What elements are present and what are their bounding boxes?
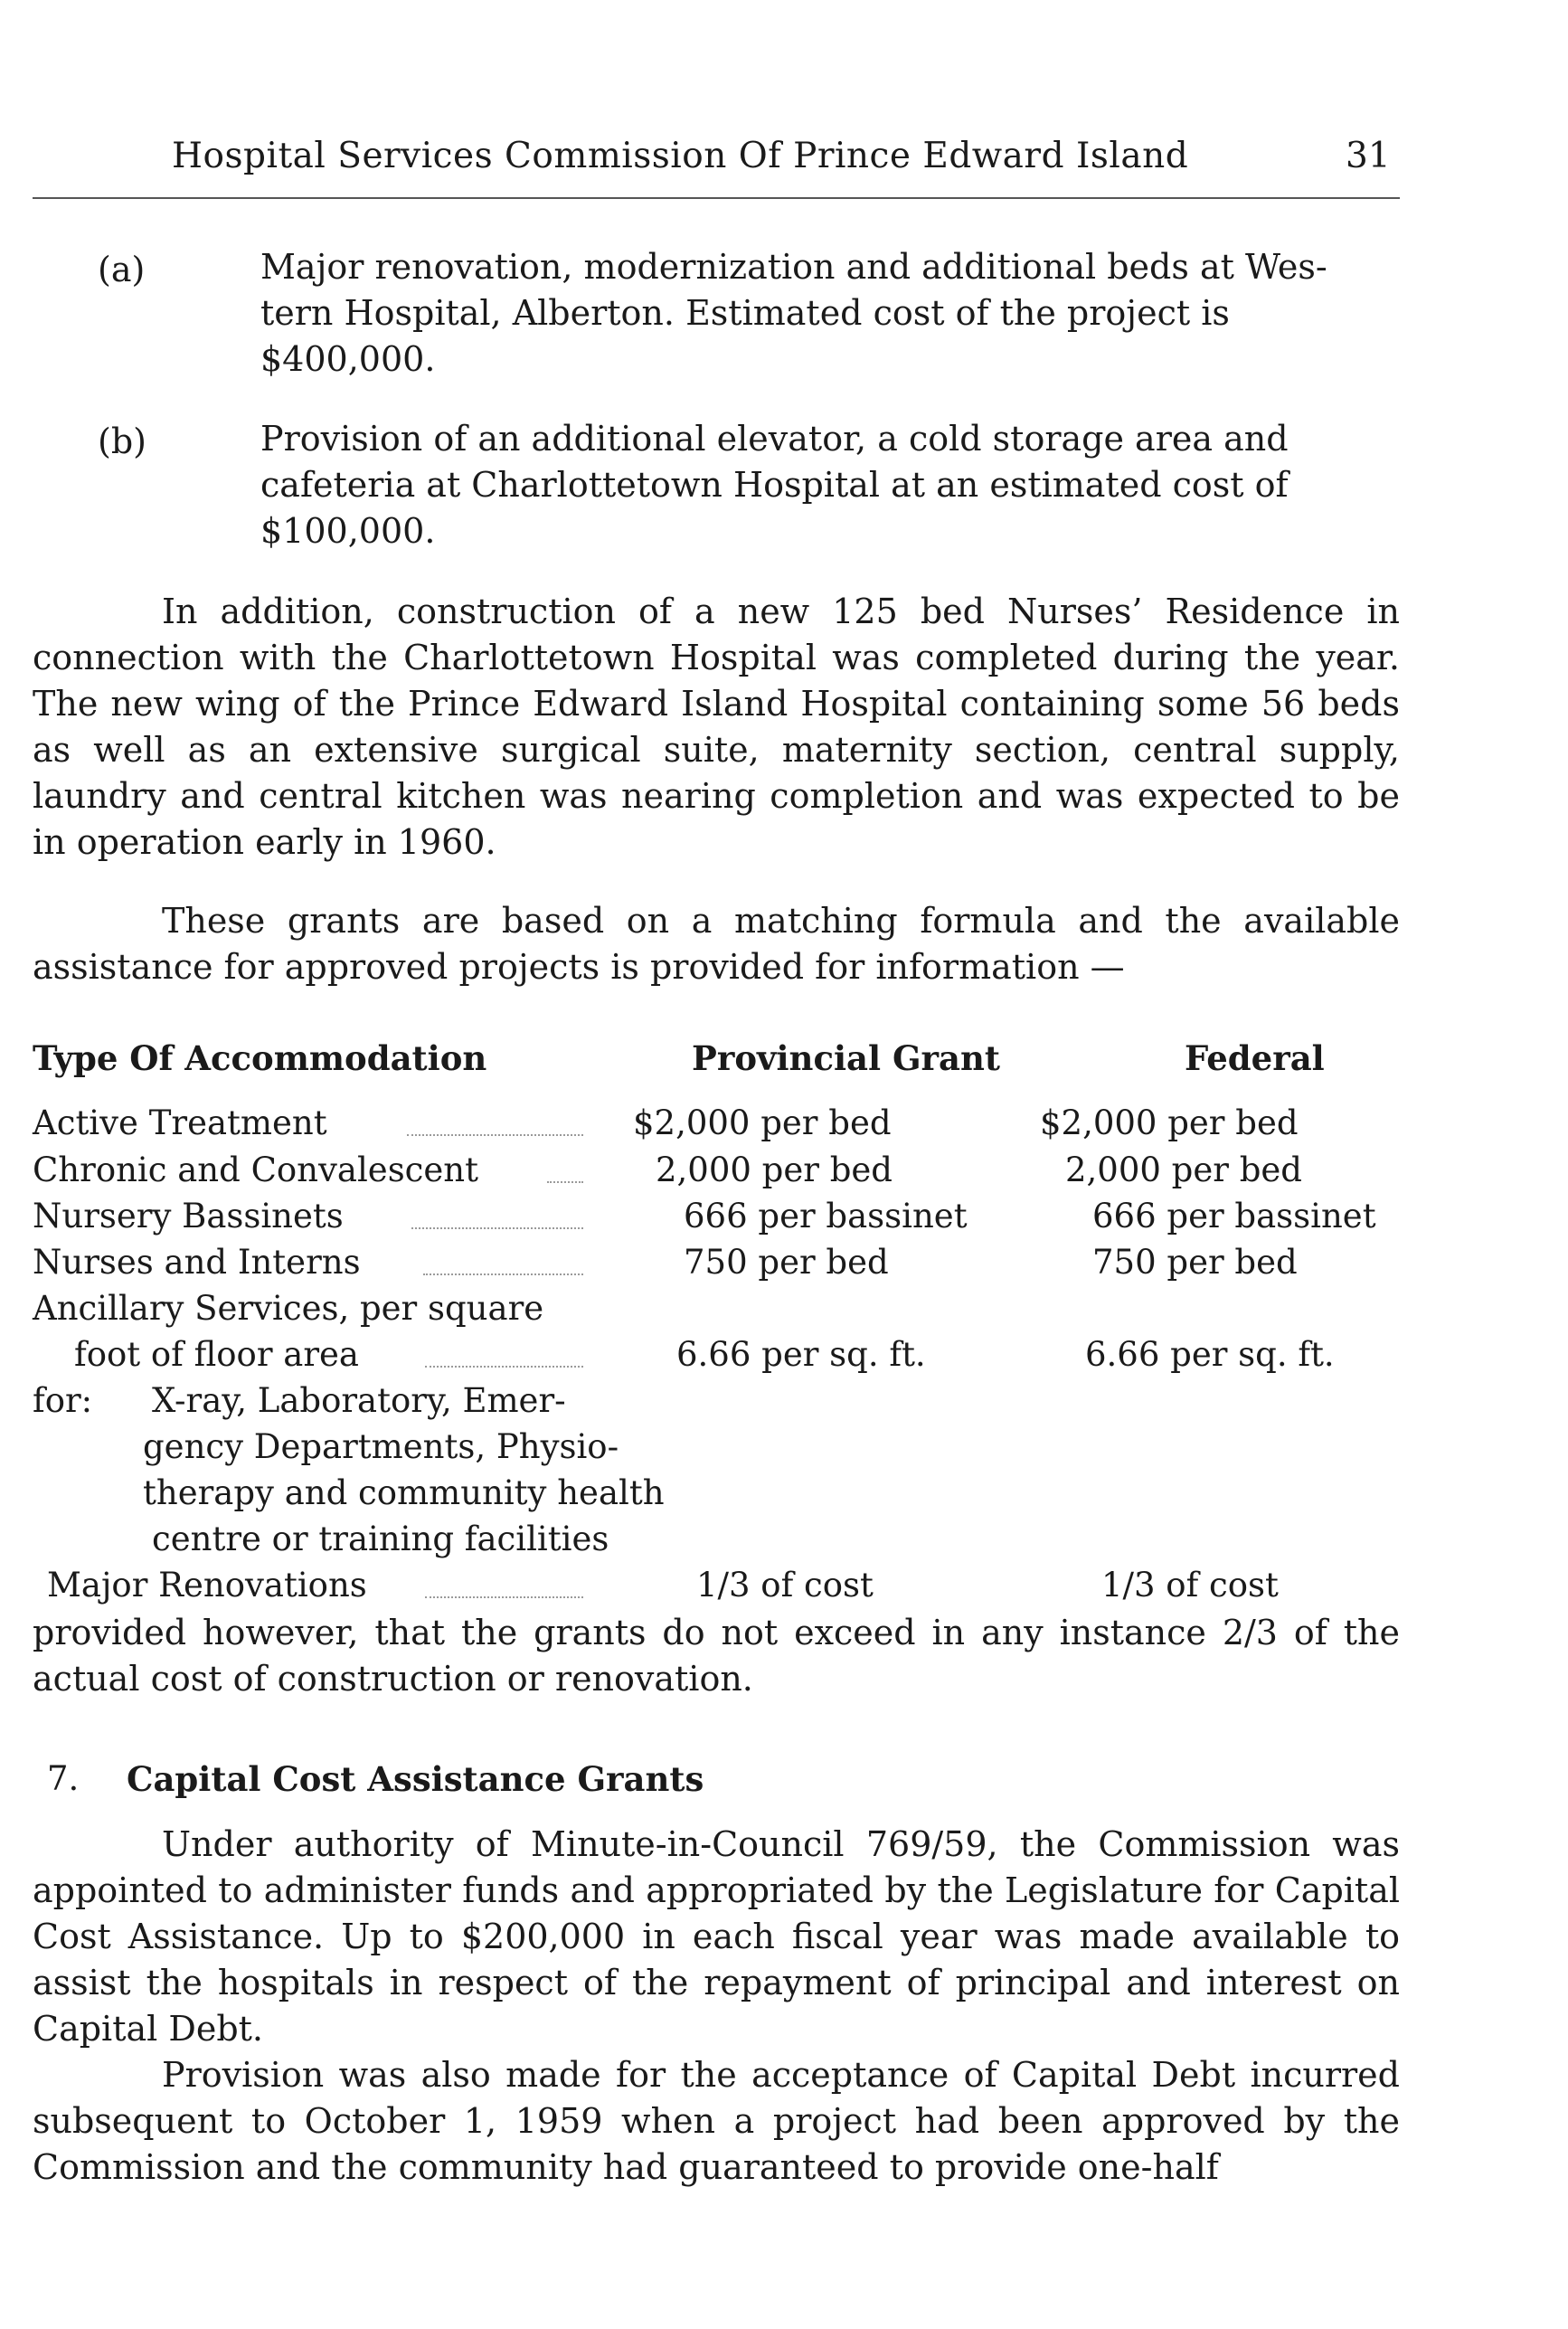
- for-line: centre or training facilities: [152, 1520, 609, 1558]
- table-major-label: Major Renovations: [47, 1566, 367, 1605]
- item-a-label: (a): [98, 250, 146, 289]
- table-row-provincial: 750 per bed: [684, 1243, 889, 1282]
- table-row-provincial: 2,000 per bed: [656, 1150, 893, 1189]
- paragraph-addition: In addition, construction of a new 125 bed Nurses’ Residence in connection with the Charlottetown Hospital was completed during the year. The new wing of the Prince Edward Island Hospital containing some 56 beds as well as an extensive surgical suite, maternity section, central supply, laundry and central kitchen was nearing completion and was expected to be in operation early in 1960.: [33, 592, 1400, 862]
- table-row-federal: 750 per bed: [1092, 1243, 1298, 1282]
- section-title: Capital Cost Assistance Grants: [127, 1759, 704, 1799]
- table-ancillary-label: Ancillary Services, per square: [33, 1289, 544, 1328]
- dot-leader: [425, 1366, 583, 1368]
- table-row-federal: 666 per bassinet: [1092, 1197, 1376, 1236]
- table-row-provincial: 666 per bassinet: [684, 1197, 968, 1236]
- dot-leader: [423, 1273, 583, 1275]
- table-row-type: Nurses and Interns: [33, 1243, 361, 1282]
- item-b-label: (b): [98, 421, 146, 461]
- table-row-type: Nursery Bassinets: [33, 1197, 344, 1236]
- for-line: therapy and community health: [143, 1473, 665, 1512]
- item-a-line: tern Hospital, Alberton. Estimated cost of the project is: [260, 293, 1230, 333]
- dot-leader: [425, 1596, 583, 1598]
- item-b-line: Provision of an additional elevator, a cold storage area and: [260, 419, 1289, 459]
- dot-leader: [407, 1134, 583, 1136]
- header-rule: [33, 197, 1400, 199]
- dot-leader: [547, 1181, 583, 1183]
- paragraph-grants: These grants are based on a matching formula and the available assistance for approved projects is provided for information —: [33, 901, 1400, 987]
- item-b-text: [260, 416, 1400, 554]
- item-b-line: cafeteria at Charlottetown Hospital at an estimated cost of: [260, 465, 1289, 505]
- item-a-line: $400,000.: [260, 339, 436, 379]
- table-proviso: provided however, that the grants do not exceed in any instance 2/3 of the actual cost of construction or renovation.: [33, 1613, 1400, 1699]
- for-line: X-ray, Laboratory, Emer-: [152, 1381, 566, 1420]
- table-row-federal: $2,000 per bed: [1040, 1103, 1299, 1142]
- paragraph-authority: Under authority of Minute-in-Council 769/59, the Commission was appointed to administer funds and appropriated by the Legislature for Capital Cost Assistance. Up to $200,000 in each fiscal year was made available to assist the hospitals in respect of the repayment of principal and interest on Capital Debt.: [33, 1824, 1400, 2049]
- table-header-type: Type Of Accommodation: [33, 1038, 487, 1078]
- table-header-provincial: Provincial Grant: [692, 1038, 1001, 1078]
- table-ancillary-provincial: 6.66 per sq. ft.: [676, 1335, 926, 1374]
- paragraph-provision: Provision was also made for the acceptance of Capital Debt incurred subsequent to October 1, 1959 when a project had been approved by the Commission and the community had guaranteed to provide one-half: [33, 2055, 1400, 2187]
- section-number: 7.: [47, 1759, 80, 1798]
- dot-leader: [411, 1227, 583, 1229]
- page-number: 31: [1346, 136, 1391, 176]
- table-header-federal: Federal: [1185, 1038, 1325, 1078]
- table-major-federal: 1/3 of cost: [1101, 1566, 1279, 1605]
- table-ancillary-label-cont: foot of floor area: [74, 1335, 359, 1374]
- table-row-type: Chronic and Convalescent: [33, 1150, 478, 1189]
- running-header: Hospital Services Commission Of Prince Edward Island: [172, 136, 1189, 176]
- table-row-type: Active Treatment: [33, 1103, 327, 1142]
- for-label: for:: [33, 1381, 93, 1420]
- item-a-line: Major renovation, modernization and additional beds at Wes-: [260, 247, 1327, 287]
- table-ancillary-federal: 6.66 per sq. ft.: [1085, 1335, 1335, 1374]
- table-row-federal: 2,000 per bed: [1065, 1150, 1302, 1189]
- item-b-line: $100,000.: [260, 511, 436, 551]
- for-line: gency Departments, Physio-: [143, 1427, 619, 1466]
- table-major-provincial: 1/3 of cost: [696, 1566, 874, 1605]
- item-a-text: [260, 244, 1400, 383]
- table-row-provincial: $2,000 per bed: [633, 1103, 892, 1142]
